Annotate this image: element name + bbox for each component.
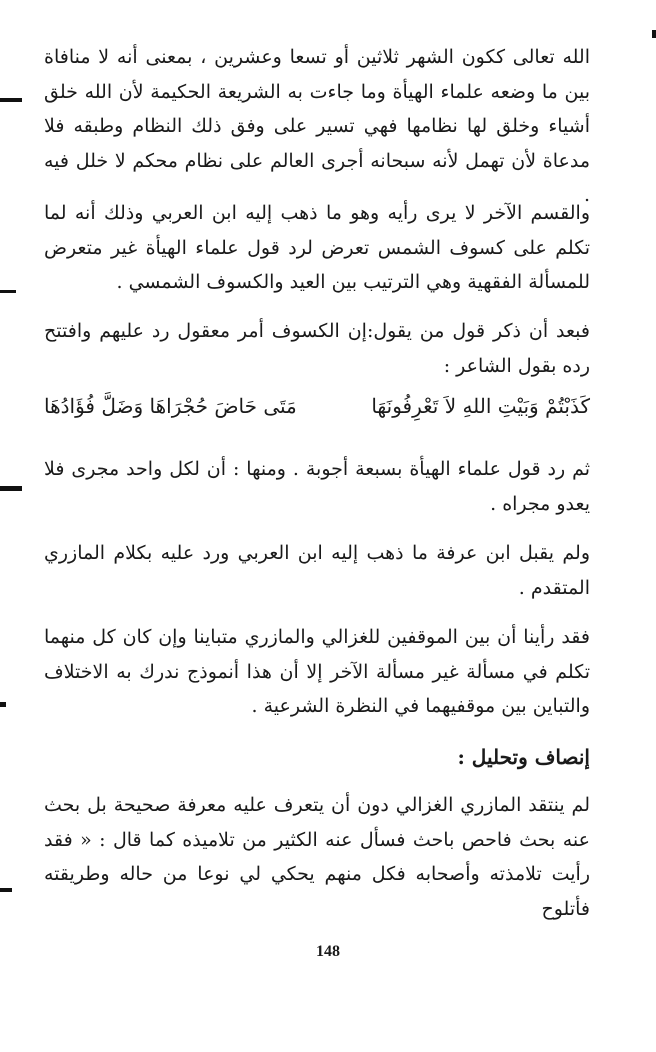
- paragraph-4: ثم رد قول علماء الهيأة بسبعة أجوبة . ومنها : أن لكل واحد مجرى فلا يعدو مجراه .: [44, 458, 590, 515]
- paragraph-7: لم ينتقد المازري الغزالي دون أن يتعرف عليه معرفة صحيحة بل بحث عنه بحث فاحص باحث فسأل عنه الكثير من تلاميذه كما قال : « فقد رأيت تلامذته وأصحابه فكل منهم يحكي لي نوعا من حاله وطريقته فأتلوح: [44, 794, 590, 920]
- scan-edge-mark: [652, 30, 656, 38]
- scan-edge-mark: [0, 486, 22, 491]
- paragraph-5: ولم يقبل ابن عرفة ما ذهب إليه ابن العربي ورد عليه بكلام المازري المتقدم .: [44, 542, 590, 599]
- verse-first-hemistich: كَذَبْتُمْ وَبَيْتِ اللهِ لاَ تَعْرِفُونَهَا: [371, 394, 590, 418]
- scan-edge-mark: [0, 888, 12, 892]
- paragraph-6: فقد رأينا أن بين الموقفين للغزالي والمازري متباينا وإن كان كل منهما تكلم في مسألة غير مسألة الآخر إلا أن هذا أنموذج ندرك به الاختلاف والتباين بين موقفيهما في النظرة الشرعية .: [44, 626, 590, 717]
- scan-edge-mark: [0, 290, 16, 293]
- page-number: 148: [316, 943, 340, 960]
- scan-edge-mark: [0, 98, 22, 102]
- section-heading: إنصاف وتحليل :: [457, 745, 590, 769]
- verse-second-hemistich: مَتَى حَاضَ حُجْرَاهَا وَضَلَّ فُؤَادُهَا: [44, 394, 297, 418]
- paragraph-3: فبعد أن ذكر قول من يقول:إن الكسوف أمر معقول رد عليهم وافتتح رده بقول الشاعر :: [44, 320, 590, 377]
- paragraph-2: والقسم الآخر لا يرى رأيه وهو ما ذهب إليه ابن العربي وذلك أنه لما تكلم على كسوف الشمس تعرض لرد قول علماء الهيأة غير متعرض للمسألة الفقهية وهي الترتيب بين العيد والكسوف الشمسي .: [44, 202, 590, 293]
- paragraph-1: الله تعالى ككون الشهر ثلاثين أو تسعا وعشرين ، بمعنى أنه لا منافاة بين ما وضعه علماء الهيأة وما جاءت به الشريعة الحكيمة لأن الله خلق أشياء وخلق لها نظامها فهي تسير على وفق ذلك النظام وطبقه فلا مدعاة لأن تهمل لأنه سبحانه أجرى العالم على نظام محكم لا خلل فيه .: [44, 46, 590, 206]
- poetry-verse: [44, 386, 590, 426]
- scan-edge-mark: [0, 702, 6, 707]
